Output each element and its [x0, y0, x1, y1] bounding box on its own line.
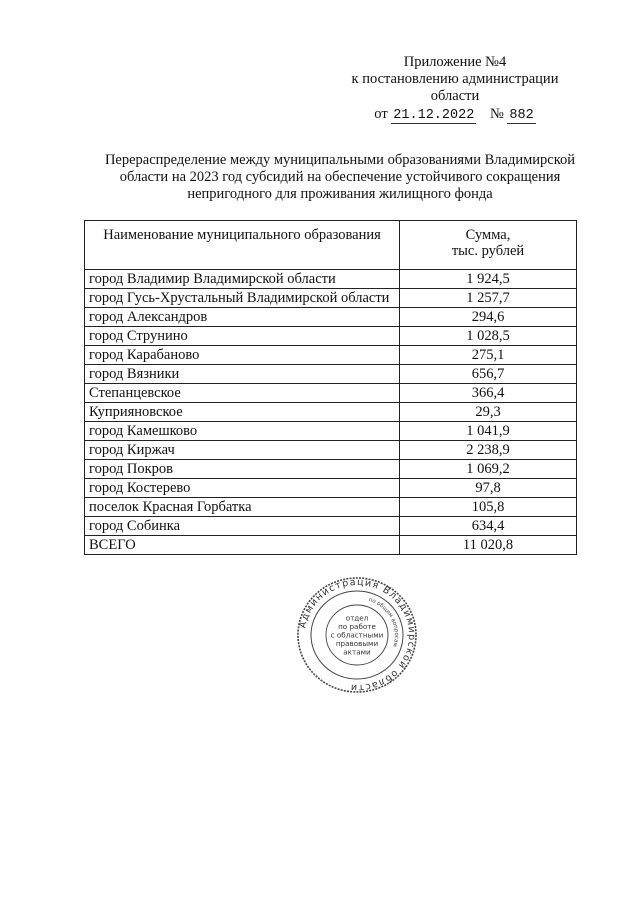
table-row	[85, 460, 577, 479]
subsidy-sum: 1 028,5	[400, 327, 577, 346]
subsidy-sum: 105,8	[400, 498, 577, 517]
subsidy-sum: 656,7	[400, 365, 577, 384]
number-prefix: №	[489, 106, 504, 122]
table-row	[85, 365, 577, 384]
subsidy-sum: 1 924,5	[400, 270, 577, 289]
municipality-name: Куприяновское	[85, 403, 400, 422]
table-body	[85, 270, 577, 555]
subsidy-sum: 97,8	[400, 479, 577, 498]
appendix-title: Приложение №4	[403, 54, 507, 70]
subsidy-sum: 2 238,9	[400, 441, 577, 460]
municipality-name: город Владимир Владимирской области	[85, 270, 400, 289]
table-row	[85, 384, 577, 403]
stamp-center-line: актами	[343, 647, 371, 657]
header-municipality: Наименование муниципального образования	[85, 221, 400, 270]
municipality-name: город Вязники	[85, 365, 400, 384]
stamp-outer-text: Администрация Владимирской области	[297, 576, 418, 694]
municipality-name: город Собинка	[85, 517, 400, 536]
stamp-center-line: с областными	[330, 630, 384, 640]
municipality-name: город Карабаново	[85, 346, 400, 365]
subsidy-table	[84, 220, 577, 555]
table-header-row	[85, 221, 577, 270]
table-row	[85, 498, 577, 517]
municipality-name: город Костерево	[85, 479, 400, 498]
official-stamp	[296, 576, 418, 694]
table-row	[85, 479, 577, 498]
municipality-name: город Струнино	[85, 327, 400, 346]
stamp-center-text	[331, 614, 384, 657]
resolution-number: 882	[509, 108, 534, 123]
municipality-name: город Киржач	[85, 441, 400, 460]
subsidy-sum: 366,4	[400, 384, 577, 403]
subsidy-sum: 634,4	[400, 517, 577, 536]
municipality-name: Степанцевское	[85, 384, 400, 403]
header-sum: Сумма, тыс. рублей	[400, 221, 577, 270]
date-prefix: от	[374, 106, 388, 122]
appendix-line-region: области	[430, 88, 480, 104]
table-row	[85, 270, 577, 289]
stamp-center-line: правовыми	[335, 639, 379, 648]
total-label: ВСЕГО	[85, 536, 400, 555]
subsidy-sum: 1 257,7	[400, 289, 577, 308]
stamp-center-line: по работе	[338, 622, 376, 631]
appendix-dateline	[340, 106, 570, 124]
municipality-name: город Александров	[85, 308, 400, 327]
municipality-name: город Покров	[85, 460, 400, 479]
table-row	[85, 346, 577, 365]
table-row	[85, 308, 577, 327]
table-total-row	[85, 536, 577, 555]
subsidy-sum: 1 069,2	[400, 460, 577, 479]
table-row	[85, 403, 577, 422]
total-sum: 11 020,8	[400, 536, 577, 555]
municipality-name: город Гусь-Хрустальный Владимирской области	[85, 289, 400, 308]
subsidy-sum: 294,6	[400, 308, 577, 327]
stamp-center-line: отдел	[345, 613, 369, 623]
table-row	[85, 517, 577, 536]
subsidy-sum: 1 041,9	[400, 422, 577, 441]
table-row	[85, 441, 577, 460]
municipality-name: город Камешково	[85, 422, 400, 441]
appendix-line-resolution: к постановлению администрации	[351, 71, 559, 87]
table-row	[85, 289, 577, 308]
resolution-date: 21.12.2022	[393, 108, 475, 123]
municipality-name: поселок Красная Горбатка	[85, 498, 400, 517]
stamp-inner-text: по общим вопросам	[367, 596, 400, 648]
table-row	[85, 422, 577, 441]
table-row	[85, 327, 577, 346]
document-title: Перераспределение между муниципальными образованиями Владимирской области на 2023 год субсидий на обеспечение устойчивого сокращения непригодного для проживания жилищного фонда	[104, 152, 576, 202]
subsidy-sum: 275,1	[400, 346, 577, 365]
subsidy-sum: 29,3	[400, 403, 577, 422]
appendix-block	[340, 54, 570, 124]
